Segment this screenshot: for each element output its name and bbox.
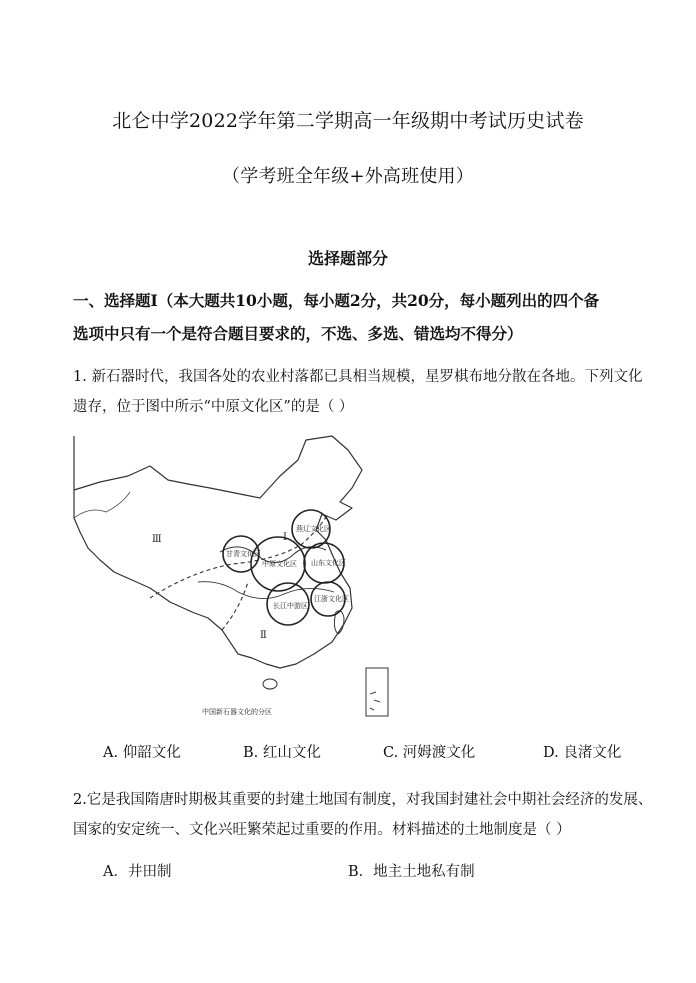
china-outline [74, 436, 362, 668]
question-1-option-c: C. 河姆渡文化 [383, 745, 476, 761]
south-sea-inset [366, 668, 388, 716]
label-shandong: 山东文化区 [311, 559, 346, 567]
question-1-text-line2: 遗存，位于图中所示“中原文化区”的是（ ） [73, 399, 354, 415]
part-heading-line2: 选项中只有一个是符合题目要求的，不选、多选、错选均不得分） [73, 324, 523, 343]
question-2-text-line1: 2.它是我国隋唐时期极其重要的封建土地国有制度，对我国封建社会中期社会经济的发展、 [73, 792, 653, 808]
question-2-option-a: A．井田制 [103, 864, 172, 880]
part-heading-line1: 一、选择题Ⅰ（本大题共10小题，每小题2分，共20分，每小题列出的四个备 [73, 291, 600, 310]
label-zhongyuan: 中原文化区 [262, 560, 297, 568]
region-label-3: Ⅲ [152, 534, 162, 545]
neolithic-culture-map [70, 432, 392, 720]
exam-subtitle: （学考班全年级+外高班使用） [222, 166, 474, 187]
question-1-option-b: B. 红山文化 [243, 745, 321, 761]
question-2-text-line2: 国家的安定统一、文化兴旺繁荣起过重要的作用。材料描述的土地制度是（ ） [73, 822, 571, 838]
question-1-option-a: A. 仰韶文化 [103, 745, 181, 761]
question-1-option-d: D. 良渚文化 [543, 745, 622, 761]
label-changjiang: 长江中游区 [273, 602, 308, 610]
region-label-2: Ⅱ [260, 630, 267, 641]
label-jiangzhe: 江浙文化区 [314, 595, 349, 603]
exam-title: 北仑中学2022学年第二学期高一年级期中考试历史试卷 [112, 110, 584, 132]
region-label-1: Ⅰ [283, 532, 287, 543]
map-caption: 中国新石器文化的分区 [202, 708, 272, 716]
hainan-island [263, 679, 277, 689]
question-1-text-line1: 1. 新石器时代，我国各处的农业村落都已具相当规模，星罗棋布地分散在各地。下列文化 [73, 369, 643, 385]
label-yanliao: 燕辽文化区 [296, 525, 331, 533]
question-2-option-b: B．地主土地私有制 [348, 864, 475, 880]
label-ganqing: 甘青文化区 [226, 550, 261, 558]
section-title: 选择题部分 [307, 249, 388, 268]
